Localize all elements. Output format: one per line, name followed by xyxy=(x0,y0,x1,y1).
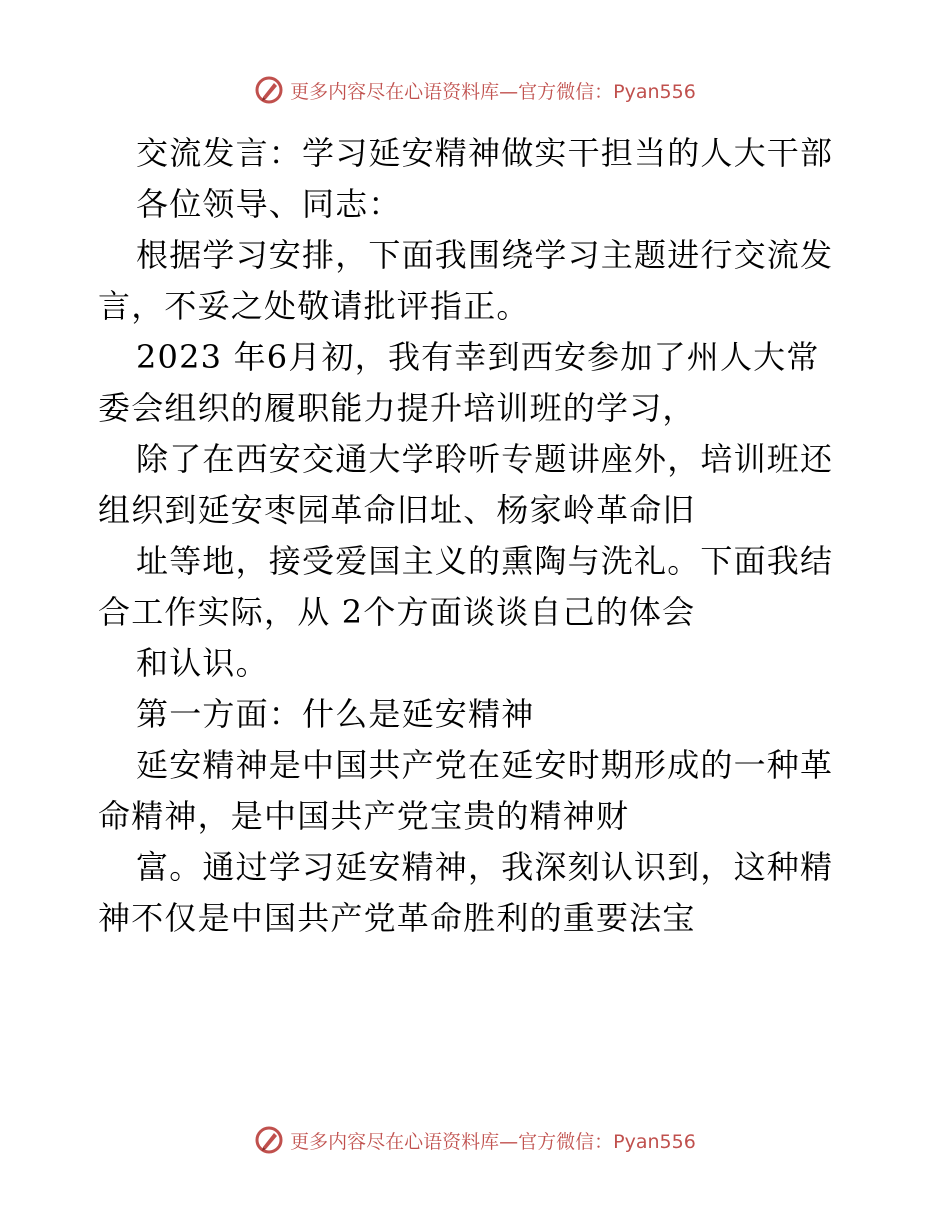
doc-line: 2023 年6月初，我有幸到西安参加了州人大常 xyxy=(136,338,820,376)
doc-line: 命精神，是中国共产党宝贵的精神财 xyxy=(98,797,630,835)
doc-line: 富。通过学习延安精神，我深刻认识到，这种精 xyxy=(136,848,834,886)
doc-line: 址等地，接受爱国主义的熏陶与洗礼。下面我结 xyxy=(136,542,834,580)
doc-line: 除了在西安交通大学聆听专题讲座外，培训班还 xyxy=(136,440,834,478)
watermark-text: 更多内容尽在心语资料库—官方微信：Pyan556 xyxy=(290,1130,696,1153)
pen-logo-icon xyxy=(254,1125,284,1155)
header-watermark xyxy=(0,72,950,108)
doc-line: 合工作实际，从 2个方面谈谈自己的体会 xyxy=(98,593,696,631)
footer-watermark xyxy=(0,1122,950,1158)
doc-line: 神不仅是中国共产党革命胜利的重要法宝 xyxy=(98,899,696,937)
doc-line: 各位领导、同志： xyxy=(136,185,402,223)
doc-line: 延安精神是中国共产党在延安时期形成的一种革 xyxy=(136,746,834,784)
doc-line: 组织到延安枣园革命旧址、杨家岭革命旧 xyxy=(98,491,696,529)
doc-line: 委会组织的履职能力提升培训班的学习， xyxy=(98,389,696,427)
doc-line: 和认识。 xyxy=(136,644,269,682)
doc-line: 言，不妥之处敬请批评指正。 xyxy=(98,287,530,325)
watermark-text: 更多内容尽在心语资料库—官方微信：Pyan556 xyxy=(290,80,696,103)
doc-line: 根据学习安排，下面我围绕学习主题进行交流发 xyxy=(136,236,834,274)
pen-logo-icon xyxy=(254,75,284,105)
doc-line: 交流发言：学习延安精神做实干担当的人大干部 xyxy=(136,134,834,172)
doc-line: 第一方面：什么是延安精神 xyxy=(136,695,535,733)
document-body xyxy=(98,128,858,944)
